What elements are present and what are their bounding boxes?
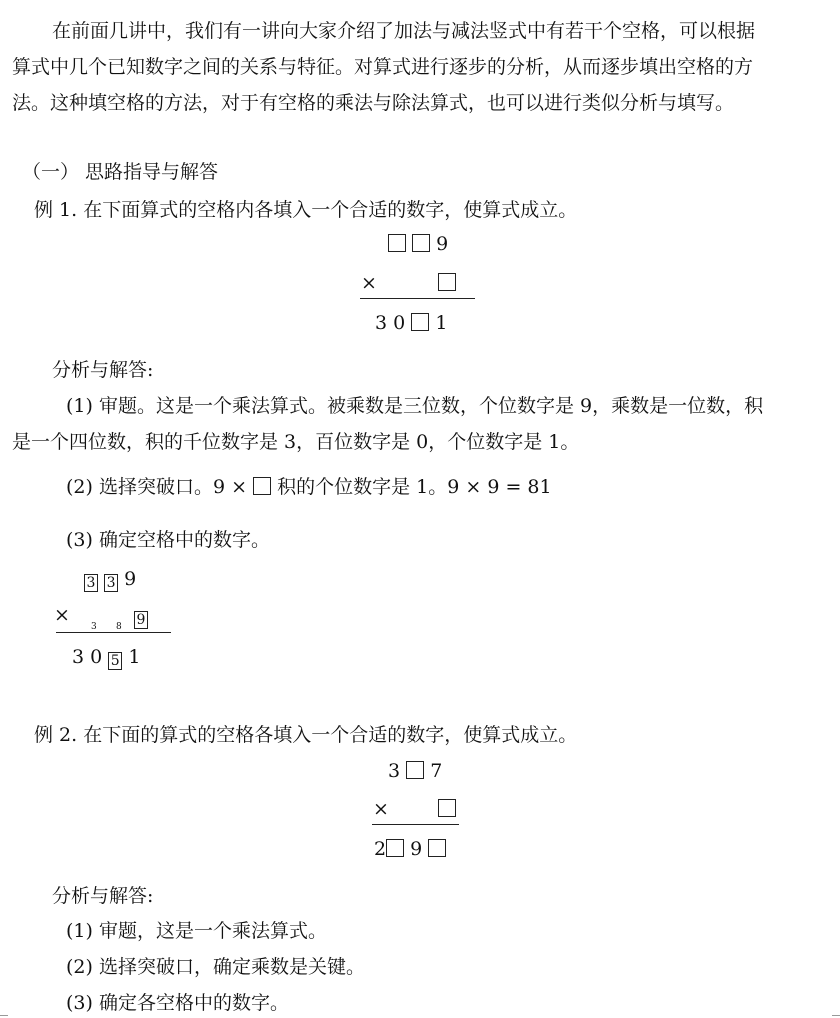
filled-box: 3 <box>104 574 118 592</box>
ex1-step-2 <box>66 473 552 501</box>
ex2-digit: 3 <box>388 760 401 782</box>
equation-rule <box>372 824 459 825</box>
ex2-digit: 7 <box>430 760 443 782</box>
blank-box <box>428 839 446 857</box>
ex2-step-1: (1) 审题，这是一个乘法算式。 <box>66 920 327 942</box>
ex1-product-tail: 1 <box>435 312 448 334</box>
equation-rule <box>360 298 475 299</box>
carry-digit: 3 <box>91 622 97 632</box>
ex2-multiplicand-row <box>388 760 442 782</box>
ex2-analysis-label: 分析与解答: <box>52 885 154 907</box>
ex1-analysis-label: 分析与解答: <box>52 359 154 381</box>
intro-line-2: 算式中几个已知数字之间的关系与特征。对算式进行逐步的分析，从而逐步填出空格的方 <box>12 56 754 78</box>
ex1-multiplicand-row <box>388 233 448 255</box>
sol-product-head: 3 0 <box>72 646 103 668</box>
ex1-product-row <box>375 312 447 334</box>
sol-multiplier-row <box>134 605 148 629</box>
sol-product-row <box>72 646 140 670</box>
multiply-sign: × <box>361 272 377 294</box>
ex1-product-head: 3 0 <box>375 312 406 334</box>
ex1-step-2-text-b: 积的个位数字是 1。9 × 9 = 81 <box>277 476 552 498</box>
carry-digit: 8 <box>116 622 122 632</box>
ex2-product-row <box>374 838 446 860</box>
example-2-title: 例 2. 在下面的算式的空格各填入一个合适的数字，使算式成立。 <box>34 724 578 746</box>
ex1-multiplier-row <box>438 272 456 294</box>
blank-box <box>388 234 406 252</box>
ex2-multiplier-row <box>438 798 456 820</box>
blank-box <box>411 313 429 331</box>
blank-box <box>386 839 404 857</box>
page-corner-mark <box>0 1015 8 1016</box>
intro-line-3: 法。这种填空格的方法，对于有空格的乘法与除法算式，也可以进行类似分析与填写。 <box>12 92 735 114</box>
ex2-product-digit: 9 <box>410 838 423 860</box>
blank-box <box>406 761 424 779</box>
intro-line-1: 在前面几讲中，我们有一讲向大家介绍了加法与减法竖式中有若干个空格，可以根据 <box>52 20 756 42</box>
sol-multiplicand-row <box>84 568 136 592</box>
ex1-step-2-text-a: (2) 选择突破口。9 × <box>66 476 248 498</box>
blank-box <box>438 799 456 817</box>
ex1-step-1-line-1: (1) 审题。这是一个乘法算式。被乘数是三位数，个位数字是 9，乘数是一位数，积 <box>66 395 764 417</box>
page-corner-mark <box>832 1015 840 1016</box>
sol-product-tail: 1 <box>128 646 141 668</box>
filled-box: 3 <box>84 574 98 592</box>
section-title: （一） 思路指导与解答 <box>22 161 219 183</box>
equation-rule <box>56 632 171 633</box>
blank-box <box>253 477 271 495</box>
ex1-step-1-line-2: 是一个四位数，积的千位数字是 3，百位数字是 0，个位数字是 1。 <box>12 431 580 453</box>
sol-digit: 9 <box>124 568 137 590</box>
ex1-digit: 9 <box>436 233 449 255</box>
multiply-sign: × <box>54 604 70 626</box>
blank-box <box>438 273 456 291</box>
ex2-product-digit: 2 <box>374 838 387 860</box>
filled-box: 9 <box>134 611 148 629</box>
ex2-step-2: (2) 选择突破口，确定乘数是关键。 <box>66 956 365 978</box>
ex2-step-3: (3) 确定各空格中的数字。 <box>66 992 289 1014</box>
multiply-sign: × <box>373 798 389 820</box>
blank-box <box>412 234 430 252</box>
ex1-step-3: (3) 确定空格中的数字。 <box>66 529 270 551</box>
filled-box: 5 <box>108 652 122 670</box>
example-1-title: 例 1. 在下面算式的空格内各填入一个合适的数字，使算式成立。 <box>34 199 578 221</box>
